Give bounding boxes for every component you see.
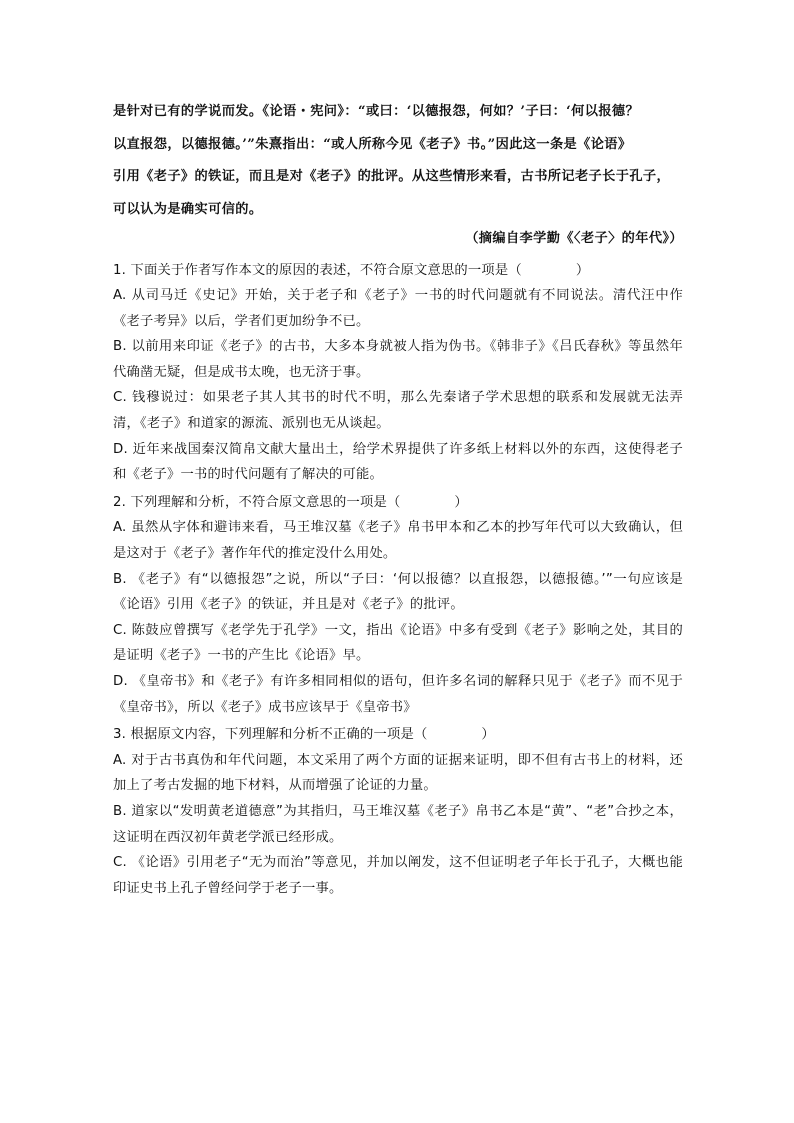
document-page (113, 96, 683, 901)
option-a: A. 从司马迁《史记》开始，关于老子和《老子》一书的时代问题就有不同说法。清代汪中作《老子考异》以后，学者们更加纷争不已。 (113, 288, 683, 329)
option-b: B. 以前用来印证《老子》的古书，大多本身就被人指为伪书。《韩非子》《吕氏春秋》等虽然年代确凿无疑，但是成书太晚，也无济于事。 (113, 339, 683, 380)
option-a: A. 对于古书真伪和年代问题，本文采用了两个方面的证据来证明，即不但有古书上的材料，还加上了考古发掘的地下材料，从而增强了论证的力量。 (113, 752, 683, 794)
question-3 (113, 722, 683, 901)
option-a: A. 虽然从字体和避讳来看，马王堆汉墓《老子》帛书甲本和乙本的抄写年代可以大致确认，但是这对于《老子》著作年代的推定没什么用处。 (113, 520, 683, 562)
option-c: C. 钱穆说过：如果老子其人其书的时代不明，那么先秦诸子学术思想的联系和发展就无法弄清，《老子》和道家的源流、派别也无从谈起。 (113, 390, 683, 432)
question-1 (113, 258, 683, 488)
passage-line: 可以认为是确实可信的。 (113, 201, 263, 217)
passage-excerpt (113, 96, 683, 256)
passage-source: （摘编自李学勤《〈老子〉的年代》） (465, 231, 683, 246)
question-2 (113, 490, 683, 720)
option-c: C. 《论语》引用老子“无为而治”等意见，并加以阐发，这不但证明老子年长于孔子，大概也能印证史书上孔子曾经问学于老子一事。 (113, 855, 683, 896)
question-stem: 3. 根据原文内容，下列理解和分析不正确的一项是（ ） (113, 727, 495, 743)
passage-line: 以直报怨，以德报德。’”朱熹指出：“或人所称今见《老子》书。”因此这一条是《论语》 (113, 136, 632, 152)
passage-line: 引用《老子》的铁证，而且是对《老子》的批评。从这些情形来看，古书所记老子长于孔子， (113, 169, 671, 184)
question-stem: 1. 下面关于作者写作本文的原因的表述，不符合原文意思的一项是（ ） (113, 262, 590, 278)
option-d: D. 《皇帝书》和《老子》有许多相同相似的语句，但许多名词的解释只见于《老子》而不见于《皇帝书》，所以《老子》成书应该早于《皇帝书》 (113, 674, 683, 715)
passage-line: 是针对已有的学说而发。《论语・宪问》：“或曰：‘以德报怨，何如？’子曰：‘何以报德？ (113, 104, 640, 119)
question-stem: 2. 下列理解和分析，不符合原文意思的一项是（ ） (113, 494, 468, 510)
option-b: B. 道家以“发明黄老道德意”为其指归，马王堆汉墓《老子》帛书乙本是“黄”、“老”合抄之本，这证明在西汉初年黄老学派已经形成。 (113, 803, 683, 845)
option-b: B. 《老子》有“以德报怨”之说，所以“子曰：‘何以报德？以直报怨，以德报德。’”一句应该是《论语》引用《老子》的铁证，并且是对《老子》的批评。 (113, 571, 683, 613)
option-c: C. 陈鼓应曾撰写《老学先于孔学》一文，指出《论语》中多有受到《老子》影响之处，其目的是证明《老子》一书的产生比《论语》早。 (113, 622, 683, 664)
option-d: D. 近年来战国秦汉简帛文献大量出土，给学术界提供了许多纸上材料以外的东西，这使得老子和《老子》一书的时代问题有了解决的可能。 (113, 441, 683, 483)
